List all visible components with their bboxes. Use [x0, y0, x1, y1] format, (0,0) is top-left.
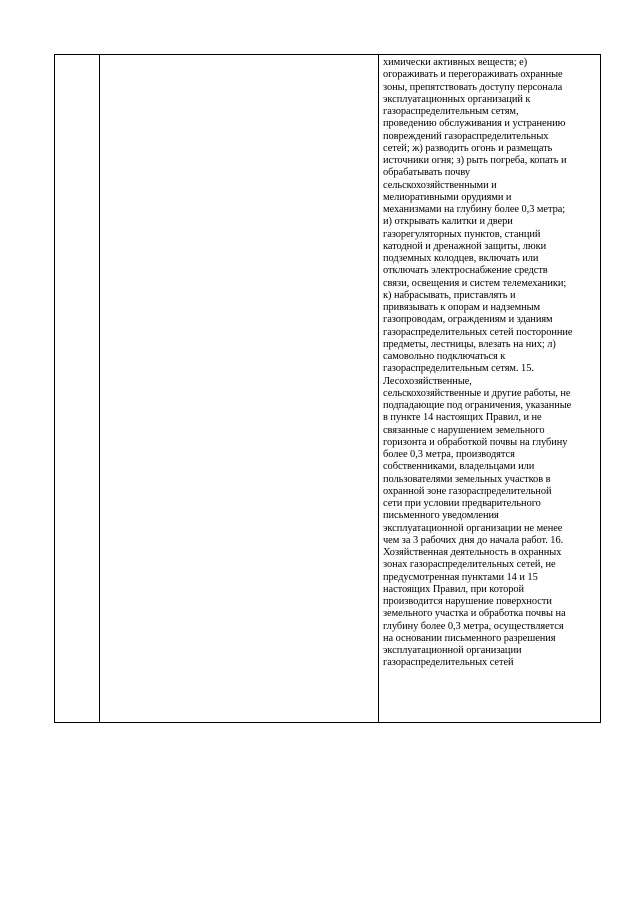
column-divider-1 [99, 55, 100, 722]
column-divider-2 [378, 55, 379, 722]
document-table [54, 54, 601, 723]
table-cell-text: химически активных веществ; е) огораживать и перегораживать охранные зоны, препятствовать доступу персонала эксплуатационных организаций к газораспределительным сетям, проведению обслуживания и устранению повреждений газораспределительных сетей; ж) разводить огонь и размещать источники огня; з) рыть погреба, копать и обрабатывать почву сельскохозяйственными и мелиоративными орудиями и механизмами на глубину более 0,3 метра; и) открывать калитки и двери газорегуляторных пунктов, станций катодной и дренажной защиты, люки подземных колодцев, включать или отключать электроснабжение средств связи, освещения и систем телемеханики; к) набрасывать, приставлять и привязывать к опорам и надземным газопроводам, ограждениям и зданиям газораспределительных сетей посторонние предметы, лестницы, влезать на них; л) самовольно подключаться к газораспределительным сетям. 15. Лесохозяйственные, сельскохозяйственные и другие работы, не подпадающие под ограничения, указанные в пункте 14 настоящих Правил, и не связанные с нарушением земельного горизонта и обработкой почвы на глубину более 0,3 метра, производятся собственниками, владельцами или пользователями земельных участков в охранной зоне газораспределительной сети при условии предварительного письменного уведомления эксплуатационной организации не менее чем за 3 рабочих дня до начала работ. 16. Хозяйственная деятельность в охранных зонах газораспределительных сетей, не предусмотренная пунктами 14 и 15 настоящих Правил, при которой производится нарушение поверхности земельного участка и обработка почвы на глубину более 0,3 метра, осуществляется на основании письменного разрешения эксплуатационной организации газораспределительных сетей [383, 57, 573, 669]
